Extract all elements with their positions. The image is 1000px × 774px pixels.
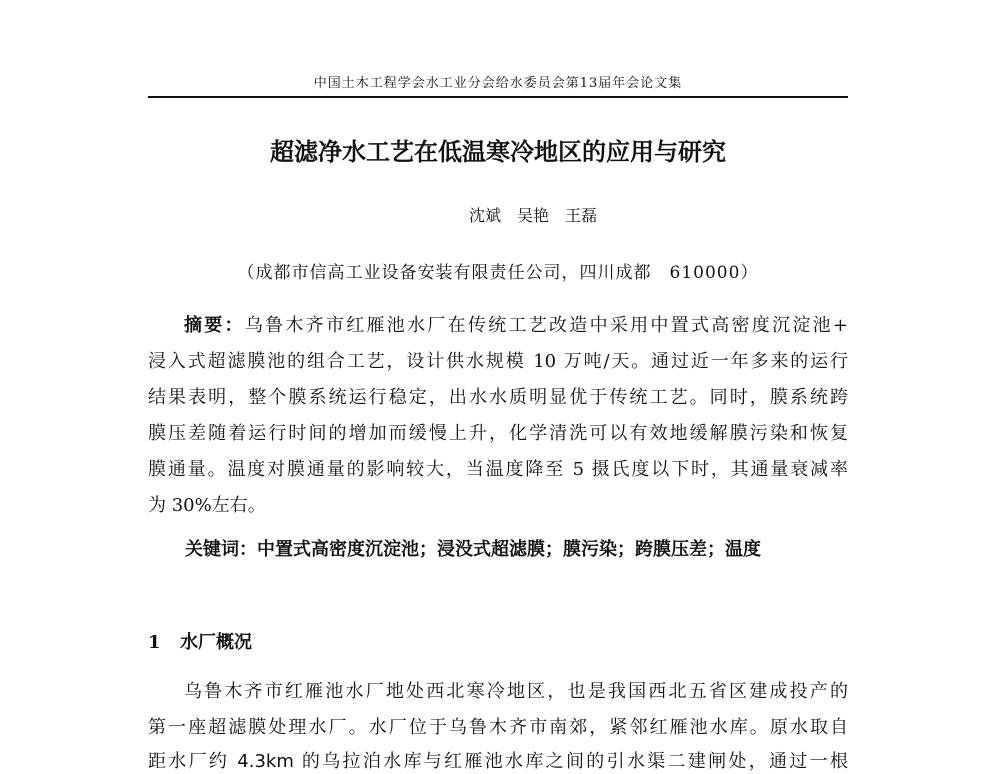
keywords bbox=[185, 535, 761, 561]
abstract-label: 摘要： bbox=[184, 315, 245, 336]
abstract-line: 浸入式超滤膜池的组合工艺，设计供水规模 10 万吨/天。通过近一年多来的运行 bbox=[148, 351, 848, 372]
body-line: 乌鲁木齐市红雁池水厂地处西北寒冷地区，也是我国西北五省区建成投产的 bbox=[184, 681, 848, 702]
body-line: 第一座超滤膜处理水厂。水厂位于乌鲁木齐市南郊，紧邻红雁池水库。原水取自 bbox=[148, 717, 848, 738]
authors: 沈斌 吴艳 王磊 bbox=[468, 206, 597, 225]
abstract-line: 膜压差随着运行时间的增加而缓慢上升，化学清洗可以有效地缓解膜污染和恢复 bbox=[148, 423, 848, 444]
abstract-line: 为 30%左右。 bbox=[148, 495, 266, 516]
body-line: 距水厂约 4.3km 的乌拉泊水库与红雁池水库之间的引水渠二建闸处，通过一根 bbox=[148, 751, 848, 772]
paper-title: 超滤净水工艺在低温寒冷地区的应用与研究 bbox=[270, 138, 726, 166]
abstract-line: 膜通量。温度对膜通量的影响较大，当温度降至 5 摄氏度以下时，其通量衰减率 bbox=[148, 459, 848, 480]
section-heading: 1 水厂概况 bbox=[148, 632, 252, 653]
affiliation: （成都市信高工业设备安装有限责任公司，四川成都 610000） bbox=[237, 263, 759, 283]
keywords-text: 中置式高密度沉淀池；浸没式超滤膜；膜污染；跨膜压差；温度 bbox=[257, 539, 761, 560]
header-rule bbox=[148, 96, 848, 98]
abstract-line: 结果表明，整个膜系统运行稳定，出水水质明显优于传统工艺。同时，膜系统跨 bbox=[148, 387, 848, 408]
abstract-line: 摘要：乌鲁木齐市红雁池水厂在传统工艺改造中采用中置式高密度沉淀池+ bbox=[184, 315, 848, 336]
keywords-label: 关键词： bbox=[185, 539, 257, 560]
running-header: 中国土木工程学会水工业分会给水委员会第13届年会论文集 bbox=[313, 76, 683, 91]
